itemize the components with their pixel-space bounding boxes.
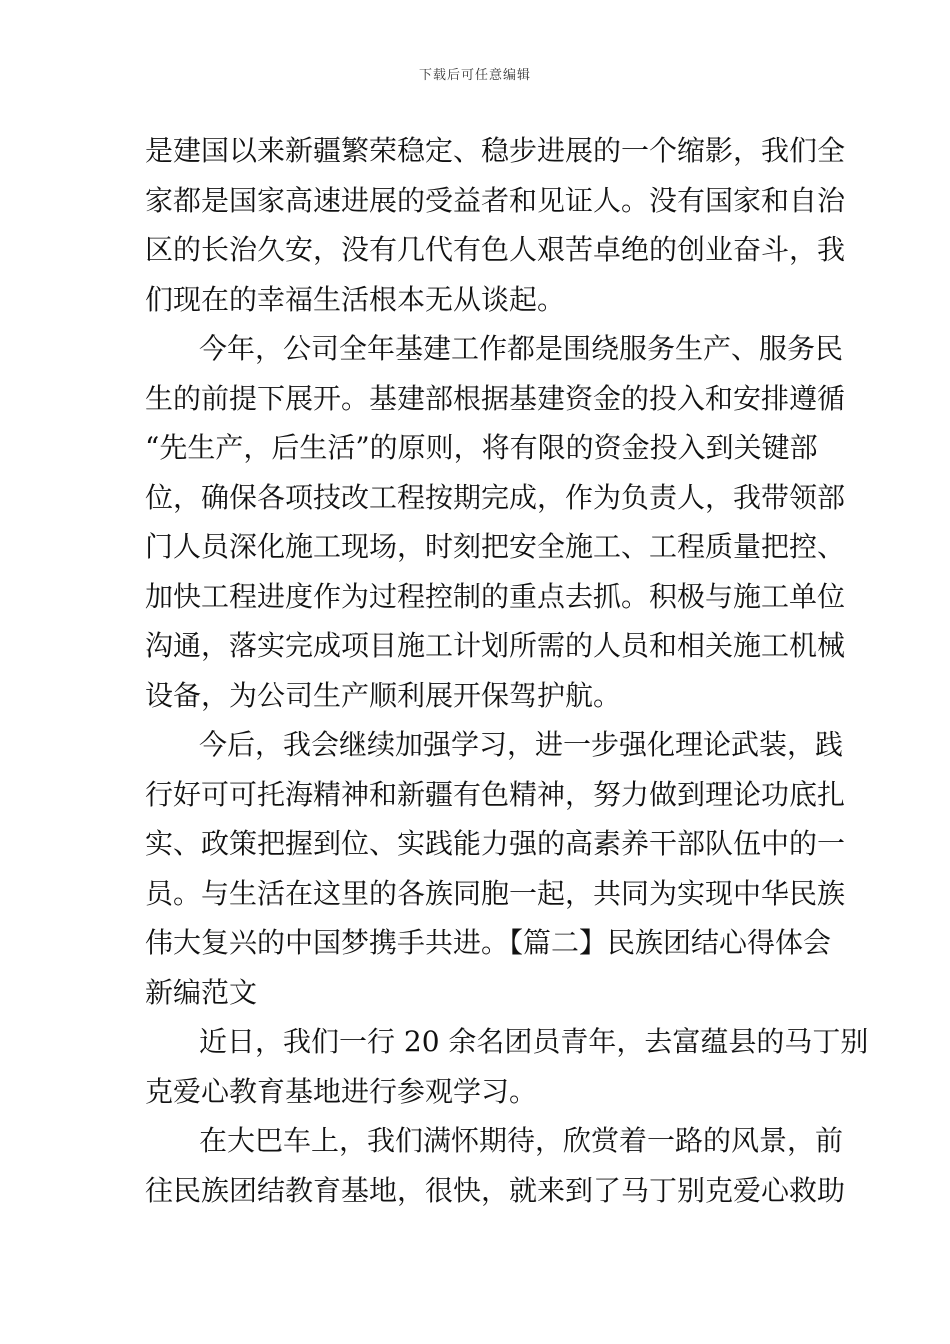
text-line: 加快工程进度作为过程控制的重点去抓。积极与施工单位 — [145, 579, 846, 613]
text-line: 在大巴车上，我们满怀期待，欣赏着一路的风景，前 — [199, 1124, 844, 1157]
text-line: 近日，我们一行 20 余名团员青年，去富蕴县的马丁别 — [199, 1025, 869, 1058]
text-line: 克爱心教育基地进行参观学习。 — [145, 1074, 538, 1108]
text-line: 今后，我会继续加强学习，进一步强化理论武装，践 — [199, 728, 844, 761]
text-line: 员。与生活在这里的各族同胞一起，共同为实现中华民族 — [145, 876, 846, 910]
text-line: 行好可可托海精神和新疆有色精神，努力做到理论功底扎 — [145, 777, 846, 811]
page-header-note: 下载后可任意编辑 — [418, 68, 531, 83]
text-line: “先生产，后生活”的原则，将有限的资金投入到关键部 — [145, 431, 818, 464]
text-line: 门人员深化施工现场，时刻把安全施工、工程质量把控、 — [145, 530, 846, 563]
text-line: 生的前提下展开。基建部根据基建资金的投入和安排遵循 — [145, 381, 846, 415]
text-line: 伟大复兴的中国梦携手共进。【篇二】民族团结心得体会 — [145, 926, 832, 959]
text-line: 区的长治久安，没有几代有色人艰苦卓绝的创业奋斗，我 — [145, 233, 846, 266]
text-line: 是建国以来新疆繁荣稳定、稳步进展的一个缩影，我们全 — [145, 134, 846, 167]
text-line: 们现在的幸福生活根本无从谈起。 — [145, 282, 566, 316]
text-line: 家都是国家高速进展的受益者和见证人。没有国家和自治 — [145, 183, 846, 217]
text-line: 设备，为公司生产顺利展开保驾护航。 — [145, 678, 622, 712]
text-line: 往民族团结教育基地，很快，就来到了马丁别克爱心救助 — [145, 1173, 846, 1207]
text-line: 今年，公司全年基建工作都是围绕服务生产、服务民 — [199, 332, 844, 365]
document-body — [145, 126, 869, 1215]
text-line: 位，确保各项技改工程按期完成，作为负责人，我带领部 — [145, 480, 846, 514]
text-line: 新编范文 — [145, 975, 258, 1009]
text-line: 实、政策把握到位、实践能力强的高素养干部队伍中的一 — [145, 827, 846, 860]
text-line: 沟通，落实完成项目施工计划所需的人员和相关施工机械 — [145, 629, 846, 662]
